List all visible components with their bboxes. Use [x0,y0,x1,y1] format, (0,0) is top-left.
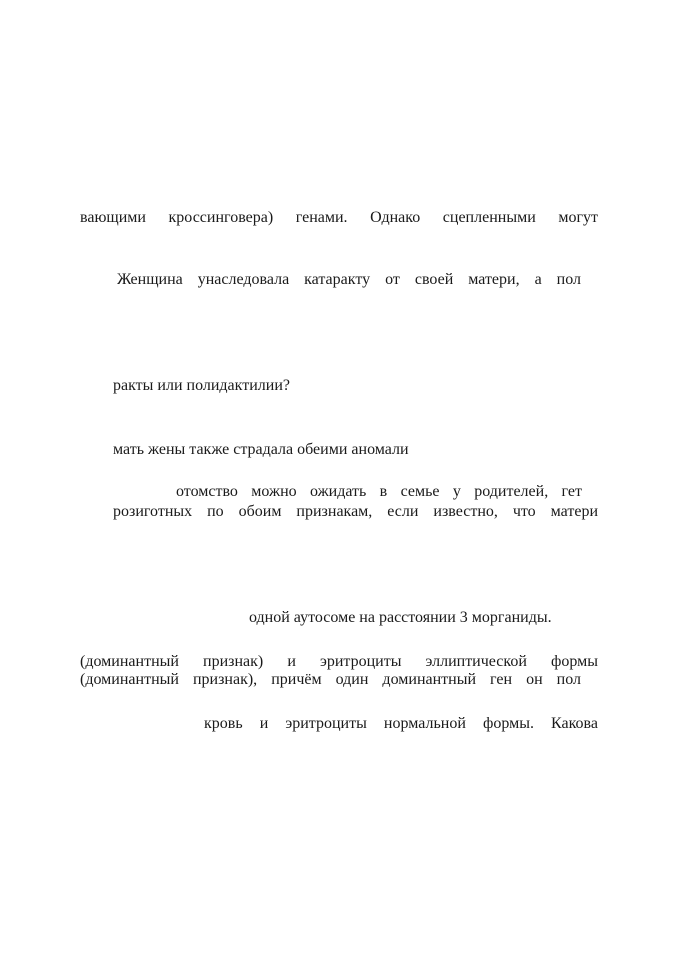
text-line-5: отомство можно ожидать в семье у родителей, гет [176,483,582,500]
text-line-4: мать жены также страдала обеими аномали [113,441,409,458]
text-line-3: ракты или полидактилии? [113,377,290,394]
text-line-9: (доминантный признак), причём один доминантный ген он пол [80,671,581,688]
text-line-2: Женщина унаследовала катаракту от своей матери, а пол [117,271,581,288]
text-line-8: (доминантный признак) и эритроциты эллиптической формы [80,653,598,670]
text-line-6: розиготных по обоим признакам, если известно, что матери [113,503,598,520]
text-line-7: одной аутосоме на расстоянии 3 морганиды. [249,609,552,626]
text-line-1: вающими кроссинговера) генами. Однако сцепленными могут [80,209,598,226]
text-line-10: кровь и эритроциты нормальной формы. Какова [204,715,598,732]
